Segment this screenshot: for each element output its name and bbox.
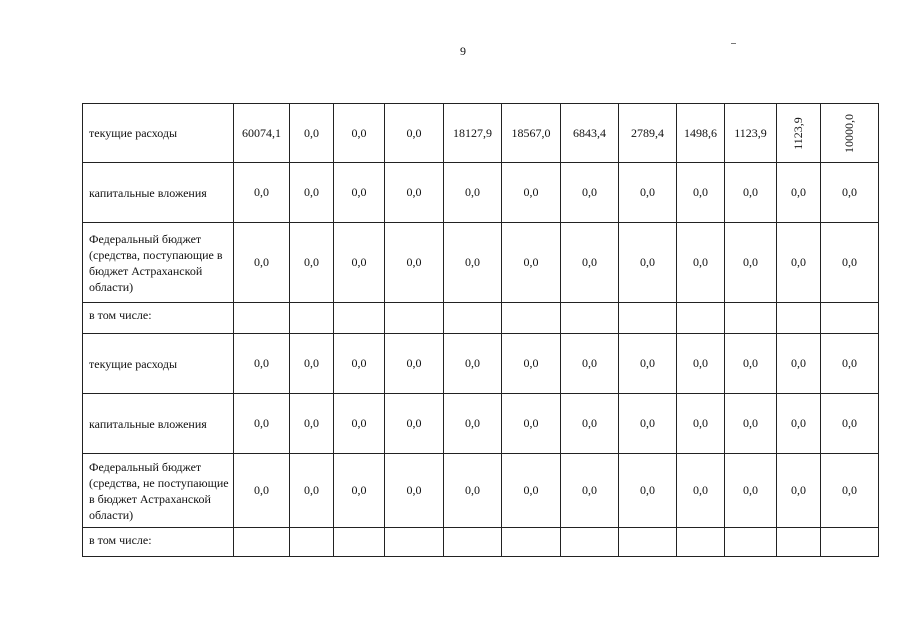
table-cell: 0,0 — [677, 334, 725, 394]
table-cell: 0,0 — [290, 104, 334, 163]
budget-table — [82, 103, 879, 557]
table-cell: 0,0 — [677, 454, 725, 528]
table-cell: 0,0 — [561, 394, 619, 454]
table-row — [83, 303, 879, 334]
row-label: текущие расходы — [83, 104, 234, 163]
table-cell: 0,0 — [290, 223, 334, 303]
table-cell: 0,0 — [777, 334, 821, 394]
table-cell: 0,0 — [619, 394, 677, 454]
table-cell: 0,0 — [290, 454, 334, 528]
page-number: 9 — [460, 44, 466, 58]
table-cell: 0,0 — [444, 454, 502, 528]
rotated-value: 10000,0 — [842, 113, 856, 153]
table-cell: 60074,1 — [234, 104, 290, 163]
table-cell: 0,0 — [561, 454, 619, 528]
table-cell: 0,0 — [385, 163, 444, 223]
table-cell — [444, 303, 502, 334]
table-cell: 0,0 — [725, 163, 777, 223]
row-label: Федеральный бюджет (средства, поступающие в бюджет Астраханской области) — [83, 223, 234, 303]
table-cell — [444, 528, 502, 557]
table-row — [83, 334, 879, 394]
table-cell: 6843,4 — [561, 104, 619, 163]
table-cell: 0,0 — [234, 223, 290, 303]
table-cell — [290, 528, 334, 557]
table-cell: 0,0 — [821, 454, 879, 528]
table-cell: 0,0 — [385, 104, 444, 163]
table-cell — [561, 528, 619, 557]
table-cell: 0,0 — [444, 394, 502, 454]
table-row — [83, 528, 879, 557]
table-cell — [777, 528, 821, 557]
table-cell — [561, 303, 619, 334]
table-cell: 0,0 — [821, 334, 879, 394]
table-cell — [777, 104, 821, 163]
table-cell — [677, 303, 725, 334]
table-cell: 0,0 — [444, 223, 502, 303]
table-cell — [502, 303, 561, 334]
table-cell: 0,0 — [234, 334, 290, 394]
table-cell: 0,0 — [777, 223, 821, 303]
table-row — [83, 223, 879, 303]
table-cell: 0,0 — [234, 163, 290, 223]
table-cell: 0,0 — [234, 454, 290, 528]
table-cell: 0,0 — [619, 163, 677, 223]
table-cell: 0,0 — [385, 223, 444, 303]
table-cell: 0,0 — [385, 394, 444, 454]
table-cell: 0,0 — [334, 394, 385, 454]
table-cell: 0,0 — [777, 163, 821, 223]
row-label: текущие расходы — [83, 334, 234, 394]
table-cell: 0,0 — [334, 454, 385, 528]
table-cell: 0,0 — [290, 394, 334, 454]
table-cell: 0,0 — [677, 163, 725, 223]
table-cell: 0,0 — [561, 223, 619, 303]
table-cell: 0,0 — [334, 223, 385, 303]
table-cell: 0,0 — [777, 394, 821, 454]
table-cell: 0,0 — [334, 163, 385, 223]
table-cell: 0,0 — [444, 163, 502, 223]
table-cell — [777, 303, 821, 334]
table-cell: 0,0 — [385, 454, 444, 528]
table-cell — [725, 528, 777, 557]
table-cell: 0,0 — [502, 454, 561, 528]
table-cell — [385, 303, 444, 334]
table-cell — [234, 303, 290, 334]
table-cell — [821, 104, 879, 163]
table-cell: 0,0 — [290, 163, 334, 223]
table-cell: 0,0 — [725, 394, 777, 454]
table-cell: 0,0 — [619, 223, 677, 303]
table-cell — [619, 528, 677, 557]
table-cell: 0,0 — [334, 334, 385, 394]
table-cell: 0,0 — [290, 334, 334, 394]
row-label: Федеральный бюджет (средства, не поступающие в бюджет Астраханской области) — [83, 454, 234, 528]
table-cell — [502, 528, 561, 557]
table-cell: 0,0 — [619, 334, 677, 394]
table-row — [83, 454, 879, 528]
table-cell: 0,0 — [821, 223, 879, 303]
table-cell — [290, 303, 334, 334]
row-label: капитальные вложения — [83, 394, 234, 454]
table-cell: 18127,9 — [444, 104, 502, 163]
table-cell — [334, 528, 385, 557]
table-cell — [385, 528, 444, 557]
table-cell: 18567,0 — [502, 104, 561, 163]
table-cell: 1123,9 — [725, 104, 777, 163]
table-cell: 0,0 — [821, 163, 879, 223]
table-cell: 0,0 — [677, 223, 725, 303]
table-cell: 0,0 — [725, 454, 777, 528]
table-cell: 0,0 — [677, 394, 725, 454]
table-cell: 0,0 — [561, 334, 619, 394]
row-label: капитальные вложения — [83, 163, 234, 223]
table-cell: 0,0 — [821, 394, 879, 454]
table-cell: 0,0 — [385, 334, 444, 394]
table-cell: 1498,6 — [677, 104, 725, 163]
table-cell: 0,0 — [502, 394, 561, 454]
table-cell: 0,0 — [502, 334, 561, 394]
table-cell — [334, 303, 385, 334]
rotated-value: 1123,9 — [791, 116, 805, 150]
table-cell: 0,0 — [444, 334, 502, 394]
row-label: в том числе: — [83, 303, 234, 334]
table-row — [83, 163, 879, 223]
row-label: в том числе: — [83, 528, 234, 557]
table-cell — [619, 303, 677, 334]
table-cell — [234, 528, 290, 557]
table-cell — [677, 528, 725, 557]
table-row — [83, 104, 879, 163]
table-cell: 0,0 — [334, 104, 385, 163]
table-cell: 0,0 — [777, 454, 821, 528]
table-cell: 0,0 — [725, 334, 777, 394]
table-row — [83, 394, 879, 454]
table-cell: 0,0 — [561, 163, 619, 223]
scan-mark — [731, 43, 736, 44]
table-cell: 0,0 — [725, 223, 777, 303]
table-cell: 0,0 — [502, 163, 561, 223]
table-cell: 0,0 — [619, 454, 677, 528]
table-cell — [821, 528, 879, 557]
table-cell: 2789,4 — [619, 104, 677, 163]
table-cell — [725, 303, 777, 334]
table-cell: 0,0 — [502, 223, 561, 303]
table-cell — [821, 303, 879, 334]
table-cell: 0,0 — [234, 394, 290, 454]
